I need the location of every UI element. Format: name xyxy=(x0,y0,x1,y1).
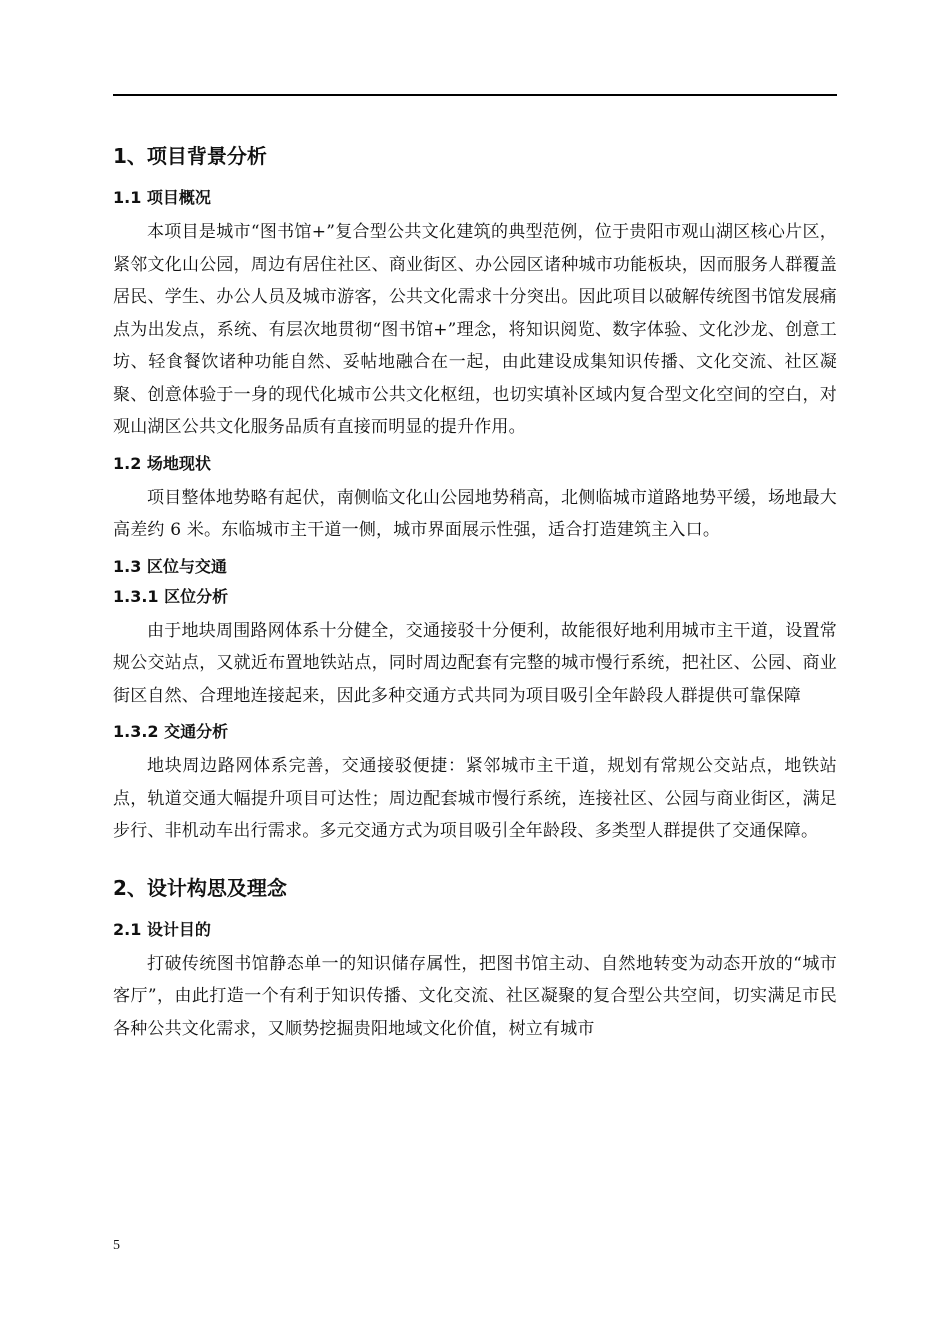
header-rule xyxy=(113,94,837,96)
paragraph-1-2: 项目整体地势略有起伏，南侧临文化山公园地势稍高，北侧临城市道路地势平缓，场地最大高差约 6 米。东临城市主干道一侧，城市界面展示性强，适合打造建筑主入口。 xyxy=(113,487,837,540)
paragraph-2-1: 打破传统图书馆静态单一的知识储存属性，把图书馆主动、自然地转变为动态开放的“城市客厅”，由此打造一个有利于知识传播、文化交流、社区凝聚的复合型公共空间，切实满足市民各种公共文化需求，又顺势挖掘贵阳地域文化价值，树立有城市 xyxy=(113,953,837,1039)
subsubsection-heading-1-3-1: 1.3.1 区位分析 xyxy=(113,586,229,606)
subsubsection-heading-1-3-2: 1.3.2 交通分析 xyxy=(113,722,229,741)
paragraph-1-1: 本项目是城市“图书馆+”复合型公共文化建筑的典型范例，位于贵阳市观山湖区核心片区，紧邻文化山公园，周边有居住社区、商业街区、办公园区诸种城市功能板块，因而服务人群覆盖居民、学生、办公人员及城市游客，公共文化需求十分突出。因此项目以破解传统图书馆发展痛点为出发点，系统、有层次地贯彻“图书馆+”理念，将知识阅览、数字体验、文化沙龙、创意工坊、轻食餐饮诸种功能自然、妥帖地融合在一起，由此建设成集知识传播、文化交流、社区凝聚、创意体验于一身的现代化城市公共文化枢纽，也切实填补区域内复合型文化空间的空白，对观山湖区公共文化服务品质有直接而明显的提升作用。 xyxy=(113,222,837,437)
paragraph-1-3-2: 地块周边路网体系完善，交通接驳便捷：紧邻城市主干道，规划有常规公交站点，地铁站点，轨道交通大幅提升项目可达性；周边配套城市慢行系统，连接社区、公园与商业街区，满足步行、非机动车出行需求。多元交通方式为项目吸引全年龄段、多类型人群提供了交通保障。 xyxy=(113,756,837,841)
subsection-heading-1-1: 1.1 项目概况 xyxy=(113,188,211,207)
page-number: 5 xyxy=(113,1238,120,1253)
document-body xyxy=(113,138,837,1053)
subsection-heading-1-3: 1.3 区位与交通 xyxy=(113,556,227,576)
paragraph-1-3-1: 由于地块周围路网体系十分健全，交通接驳十分便利，故能很好地利用城市主干道，设置常规公交站点，又就近布置地铁站点，同时周边配套有完整的城市慢行系统，把社区、公园、商业街区自然、合理地连接起来，因此多种交通方式共同为项目吸引全年龄段人群提供可靠保障 xyxy=(113,620,837,706)
section-heading-2: 2、设计构思及理念 xyxy=(113,875,287,900)
subsection-heading-2-1: 2.1 设计目的 xyxy=(113,919,211,939)
section-heading-1: 1、项目背景分析 xyxy=(113,144,267,168)
subsection-heading-1-2: 1.2 场地现状 xyxy=(113,453,211,473)
